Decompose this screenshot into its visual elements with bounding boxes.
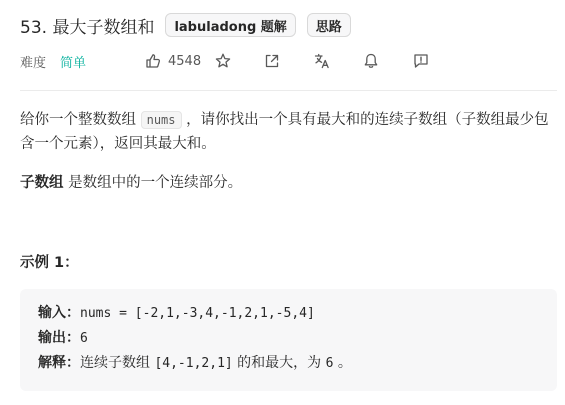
description-text-rest: ，请你找出一个具有最大和的连续子数组（子数组最少包含一个元素），返回其最大和。 — [20, 112, 549, 152]
like-count: 4548 — [168, 53, 202, 69]
output-value: 6 — [80, 331, 88, 346]
explain-text: 连续子数组 — [80, 355, 155, 371]
example-input-line — [38, 301, 539, 326]
explain-mid: 的和最大，为 — [232, 355, 326, 371]
bell-icon[interactable] — [362, 52, 380, 70]
star-icon[interactable] — [214, 52, 232, 70]
subarray-term: 子数组 — [20, 175, 64, 191]
example-code-block — [20, 289, 557, 391]
divider — [20, 90, 557, 91]
inline-code-nums: nums — [141, 111, 182, 129]
share-icon[interactable] — [263, 52, 281, 70]
description-paragraph — [20, 108, 550, 156]
tag-labuladong[interactable]: labuladong 题解 — [165, 13, 295, 37]
difficulty-label: 难度 — [20, 55, 47, 71]
example-title: 示例 1： — [20, 255, 79, 271]
explain-code: [4,-1,2,1] — [154, 356, 233, 371]
output-label: 输出： — [38, 330, 80, 346]
explain-label: 解释： — [38, 355, 80, 371]
difficulty-value: 简单 — [60, 55, 87, 71]
description-text: 给你一个整数数组 — [20, 112, 141, 128]
input-label: 输入： — [38, 305, 80, 321]
translate-icon[interactable] — [313, 52, 331, 70]
thumbs-up-icon — [145, 53, 161, 69]
problem-title: 53. 最大子数组和 — [20, 17, 155, 38]
like-button[interactable] — [145, 50, 201, 72]
explain-end: 。 — [333, 355, 352, 371]
subarray-definition — [20, 171, 550, 195]
meta-row — [20, 50, 460, 72]
title-row — [20, 11, 362, 39]
explain-num: 6 — [325, 356, 334, 371]
example-output-line — [38, 326, 539, 351]
example-explain-line — [38, 351, 539, 376]
subarray-definition-text: 是数组中的一个连续部分。 — [63, 175, 243, 191]
input-value: nums = [-2,1,-3,4,-1,2,1,-5,4] — [80, 306, 315, 321]
feedback-icon[interactable] — [412, 52, 430, 70]
tag-hint[interactable]: 思路 — [307, 13, 351, 37]
